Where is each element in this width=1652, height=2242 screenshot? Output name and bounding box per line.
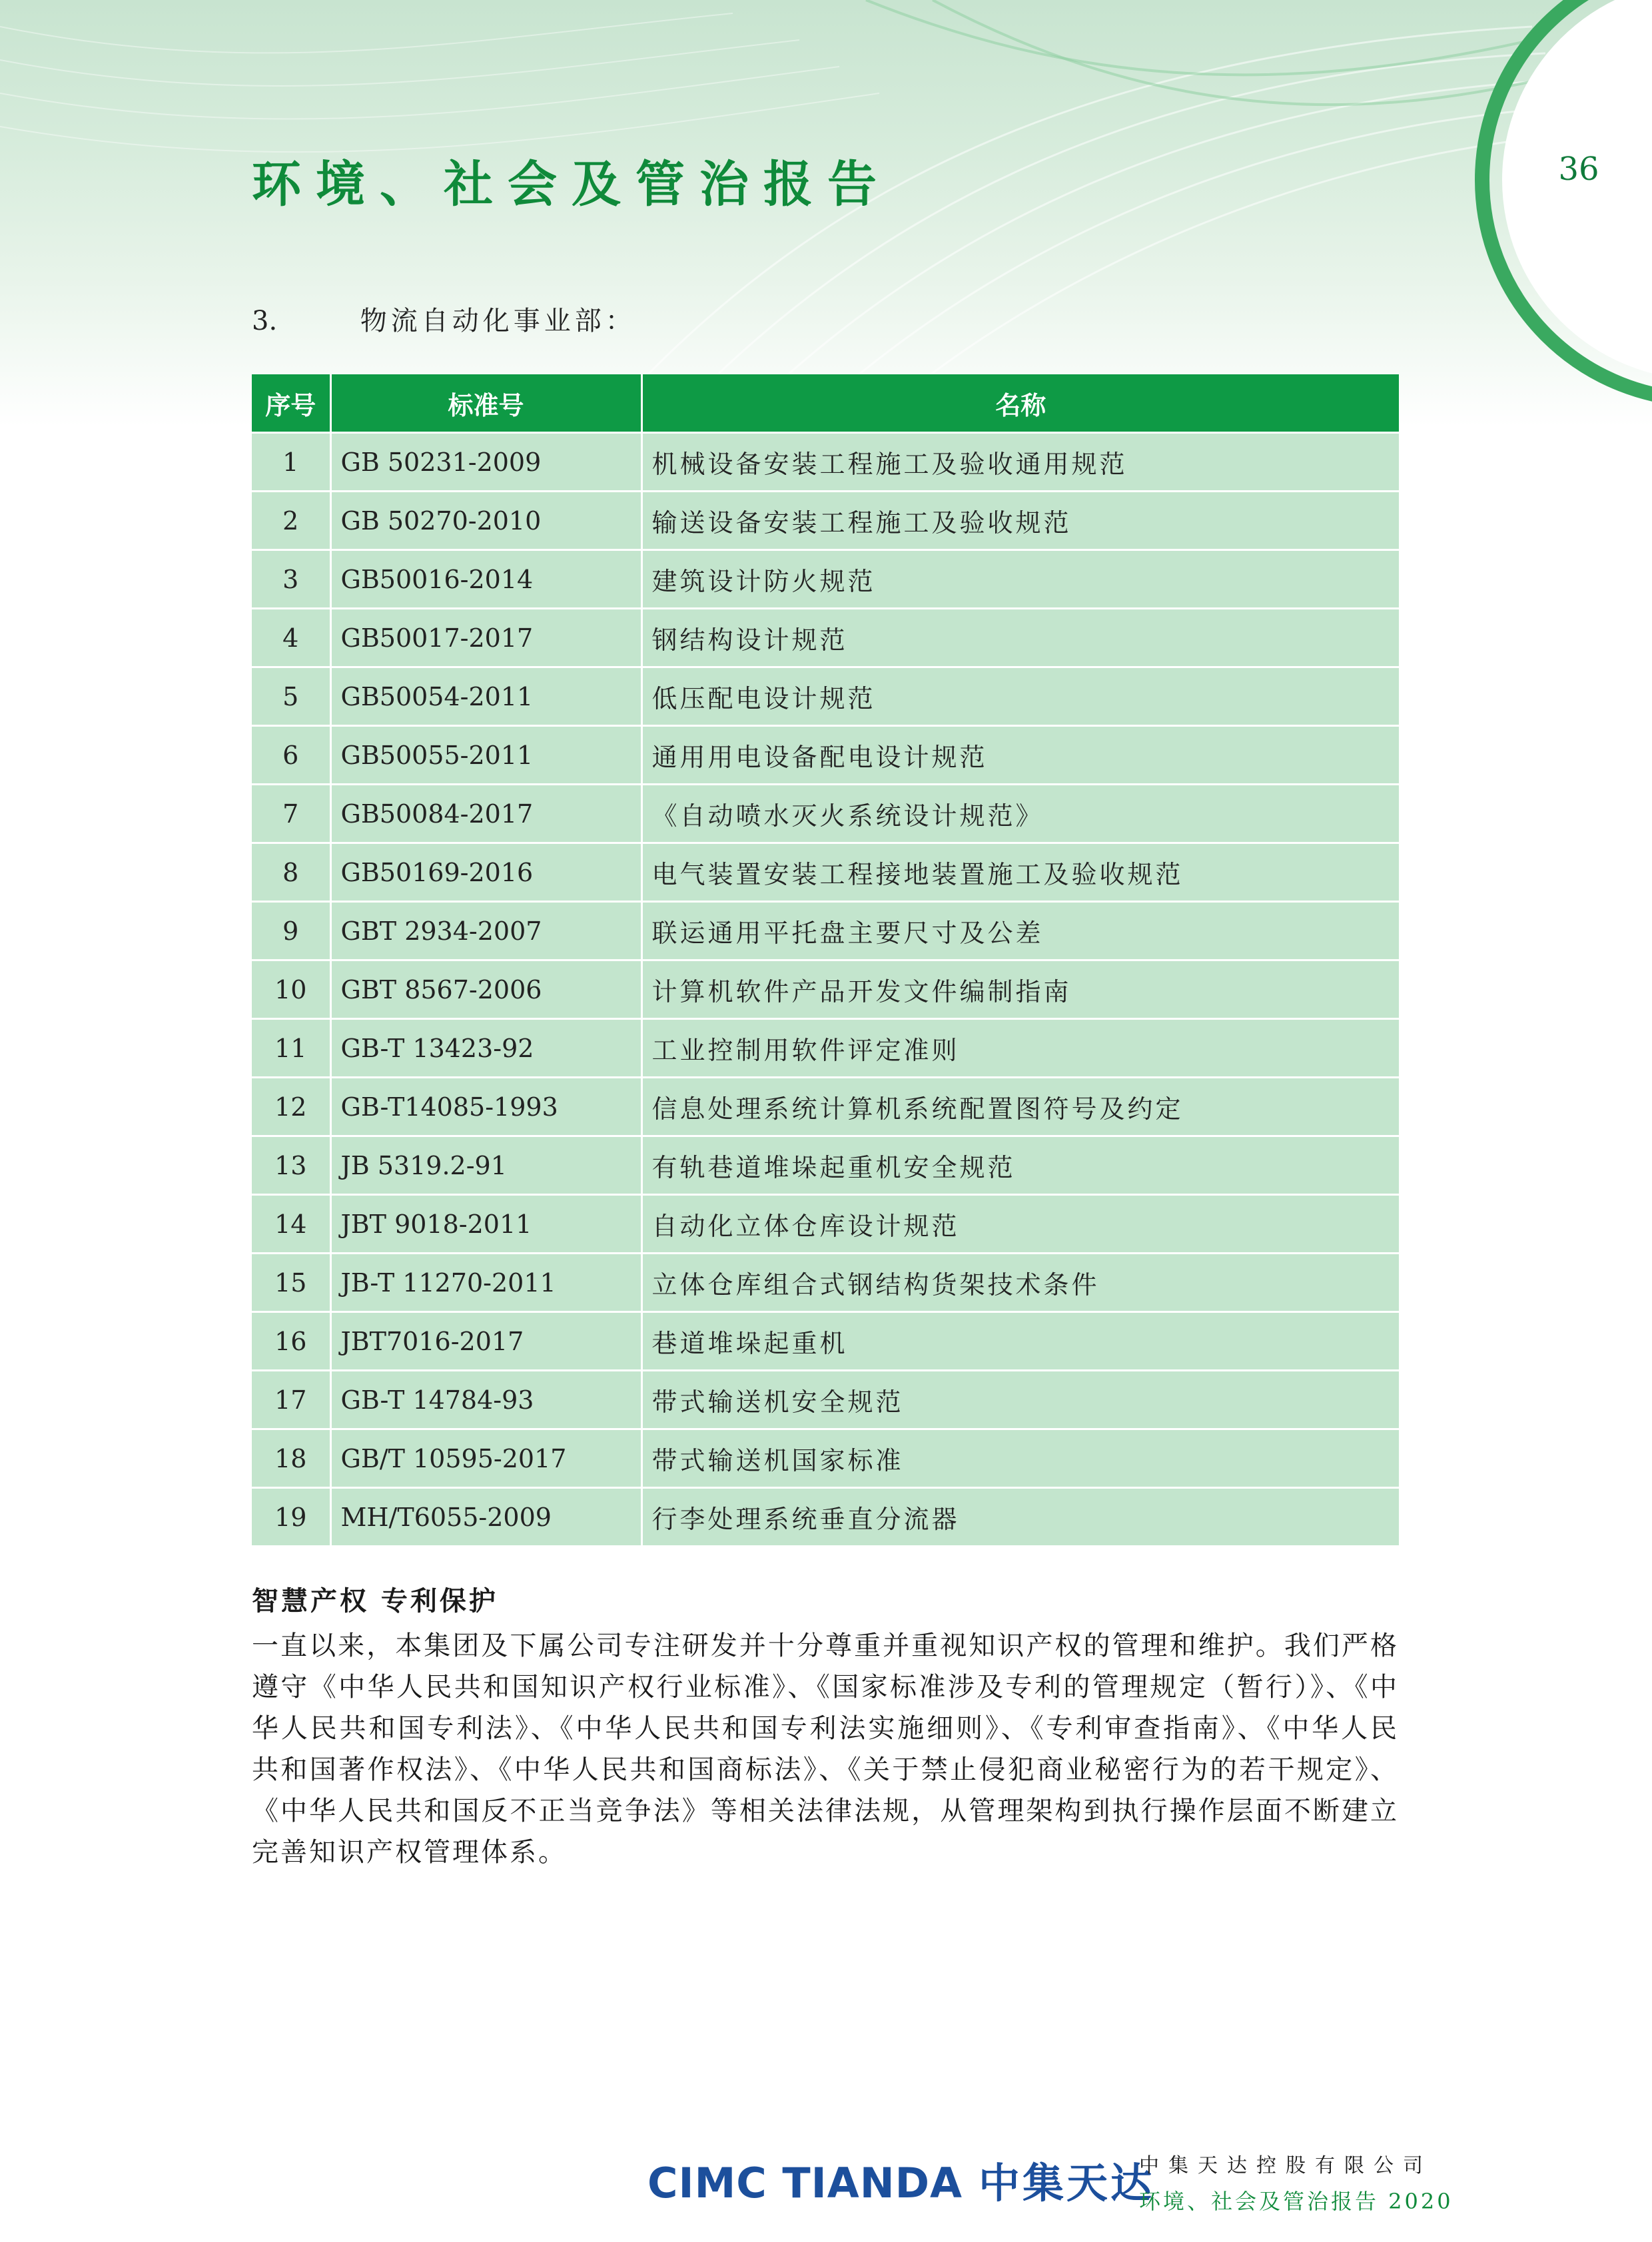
table-row: [252, 1078, 1399, 1136]
logo-text-cn: 中集天达: [979, 2159, 1155, 2207]
cell-name: 低压配电设计规范: [641, 667, 1399, 726]
cell-name: 带式输送机国家标准: [641, 1429, 1399, 1488]
ip-section-body: 一直以来，本集团及下属公司专注研发并十分尊重并重视知识产权的管理和维护。我们严格遵守《中华人民共和国知识产权行业标准》、《国家标准涉及专利的管理规定（暂行）》、《中华人民共和国专利法》、《中华人民共和国专利法实施细则》、《专利审查指南》、《中华人民共和国著作权法》、《中华人民共和国商标法》、《关于禁止侵犯商业秘密行为的若干规定》、《中华人民共和国反不正当竞争法》等相关法律法规，从管理架构到执行操作层面不断建立完善知识产权管理体系。: [252, 1631, 1399, 1868]
cell-no: 17: [252, 1371, 330, 1429]
table-row: [252, 492, 1399, 550]
cell-no: 6: [252, 726, 330, 785]
cell-code: GB-T14085-1993: [330, 1078, 641, 1136]
cell-name: 通用用电设备配电设计规范: [641, 726, 1399, 785]
cell-name: 钢结构设计规范: [641, 609, 1399, 667]
cell-code: GB 50231-2009: [330, 433, 641, 492]
table-row: [252, 960, 1399, 1019]
cell-name: 机械设备安装工程施工及验收通用规范: [641, 433, 1399, 492]
table-row: [252, 550, 1399, 609]
table-row: [252, 1254, 1399, 1312]
cell-code: GB 50270-2010: [330, 492, 641, 550]
table-row: [252, 902, 1399, 960]
table-row: [252, 667, 1399, 726]
table-row: [252, 785, 1399, 843]
footer-company-name: 中集天达控股有限公司: [1139, 2154, 1432, 2177]
cell-name: 计算机软件产品开发文件编制指南: [641, 960, 1399, 1019]
cell-code: JB-T 11270-2011: [330, 1254, 641, 1312]
cell-name: 输送设备安装工程施工及验收规范: [641, 492, 1399, 550]
table-row: [252, 1312, 1399, 1371]
cell-code: MH/T6055-2009: [330, 1488, 641, 1546]
cell-no: 10: [252, 960, 330, 1019]
cell-no: 9: [252, 902, 330, 960]
table-row: [252, 1429, 1399, 1488]
table-row: [252, 433, 1399, 492]
cell-no: 13: [252, 1136, 330, 1195]
cell-no: 15: [252, 1254, 330, 1312]
cell-code: JBT7016-2017: [330, 1312, 641, 1371]
footer-report-name: 环境、社会及管治报告 2020: [1139, 2189, 1453, 2214]
cell-no: 3: [252, 550, 330, 609]
logo-text-en: CIMC TIANDA: [647, 2159, 963, 2207]
cell-name: 电气装置安装工程接地装置施工及验收规范: [641, 843, 1399, 902]
section-number: 3.: [252, 306, 278, 336]
cell-code: GB50055-2011: [330, 726, 641, 785]
cell-code: GB50054-2011: [330, 667, 641, 726]
page-number: 36: [1558, 151, 1599, 188]
table-row: [252, 1371, 1399, 1429]
column-header-code: 标准号: [330, 374, 641, 433]
table-row: [252, 843, 1399, 902]
cell-name: 联运通用平托盘主要尺寸及公差: [641, 902, 1399, 960]
cell-no: 4: [252, 609, 330, 667]
cell-no: 2: [252, 492, 330, 550]
table-row: [252, 1136, 1399, 1195]
cell-name: 行李处理系统垂直分流器: [641, 1488, 1399, 1546]
cell-code: JB 5319.2-91: [330, 1136, 641, 1195]
section-heading: [252, 300, 636, 338]
page-title: 环境、社会及管治报告: [252, 156, 891, 213]
cell-no: 11: [252, 1019, 330, 1078]
section-label: 物流自动化事业部：: [360, 306, 636, 336]
table-header-row: [252, 374, 1399, 433]
cell-code: GBT 2934-2007: [330, 902, 641, 960]
cell-name: 建筑设计防火规范: [641, 550, 1399, 609]
cell-code: JBT 9018-2011: [330, 1195, 641, 1254]
table-row: [252, 1488, 1399, 1546]
cell-name: 《自动喷水灭火系统设计规范》: [641, 785, 1399, 843]
table-row: [252, 609, 1399, 667]
cell-no: 7: [252, 785, 330, 843]
cell-name: 自动化立体仓库设计规范: [641, 1195, 1399, 1254]
cell-code: GB-T 13423-92: [330, 1019, 641, 1078]
cell-no: 18: [252, 1429, 330, 1488]
cell-name: 立体仓库组合式钢结构货架技术条件: [641, 1254, 1399, 1312]
cell-code: GB50084-2017: [330, 785, 641, 843]
cell-code: GBT 8567-2006: [330, 960, 641, 1019]
cell-code: GB50017-2017: [330, 609, 641, 667]
cell-no: 19: [252, 1488, 330, 1546]
company-logo: [647, 2150, 1154, 2209]
cell-name: 带式输送机安全规范: [641, 1371, 1399, 1429]
cell-name: 信息处理系统计算机系统配置图符号及约定: [641, 1078, 1399, 1136]
cell-code: GB/T 10595-2017: [330, 1429, 641, 1488]
ip-section-title: 智慧产权 专利保护: [252, 1585, 498, 1617]
cell-no: 14: [252, 1195, 330, 1254]
cell-name: 工业控制用软件评定准则: [641, 1019, 1399, 1078]
column-header-name: 名称: [641, 374, 1399, 433]
cell-no: 12: [252, 1078, 330, 1136]
cell-no: 5: [252, 667, 330, 726]
cell-name: 巷道堆垛起重机: [641, 1312, 1399, 1371]
cell-no: 1: [252, 433, 330, 492]
cell-code: GB-T 14784-93: [330, 1371, 641, 1429]
standards-table: [252, 374, 1399, 1545]
column-header-no: 序号: [252, 374, 330, 433]
cell-name: 有轨巷道堆垛起重机安全规范: [641, 1136, 1399, 1195]
cell-code: GB50016-2014: [330, 550, 641, 609]
table-row: [252, 726, 1399, 785]
cell-no: 16: [252, 1312, 330, 1371]
table-row: [252, 1019, 1399, 1078]
cell-no: 8: [252, 843, 330, 902]
cell-code: GB50169-2016: [330, 843, 641, 902]
table-row: [252, 1195, 1399, 1254]
